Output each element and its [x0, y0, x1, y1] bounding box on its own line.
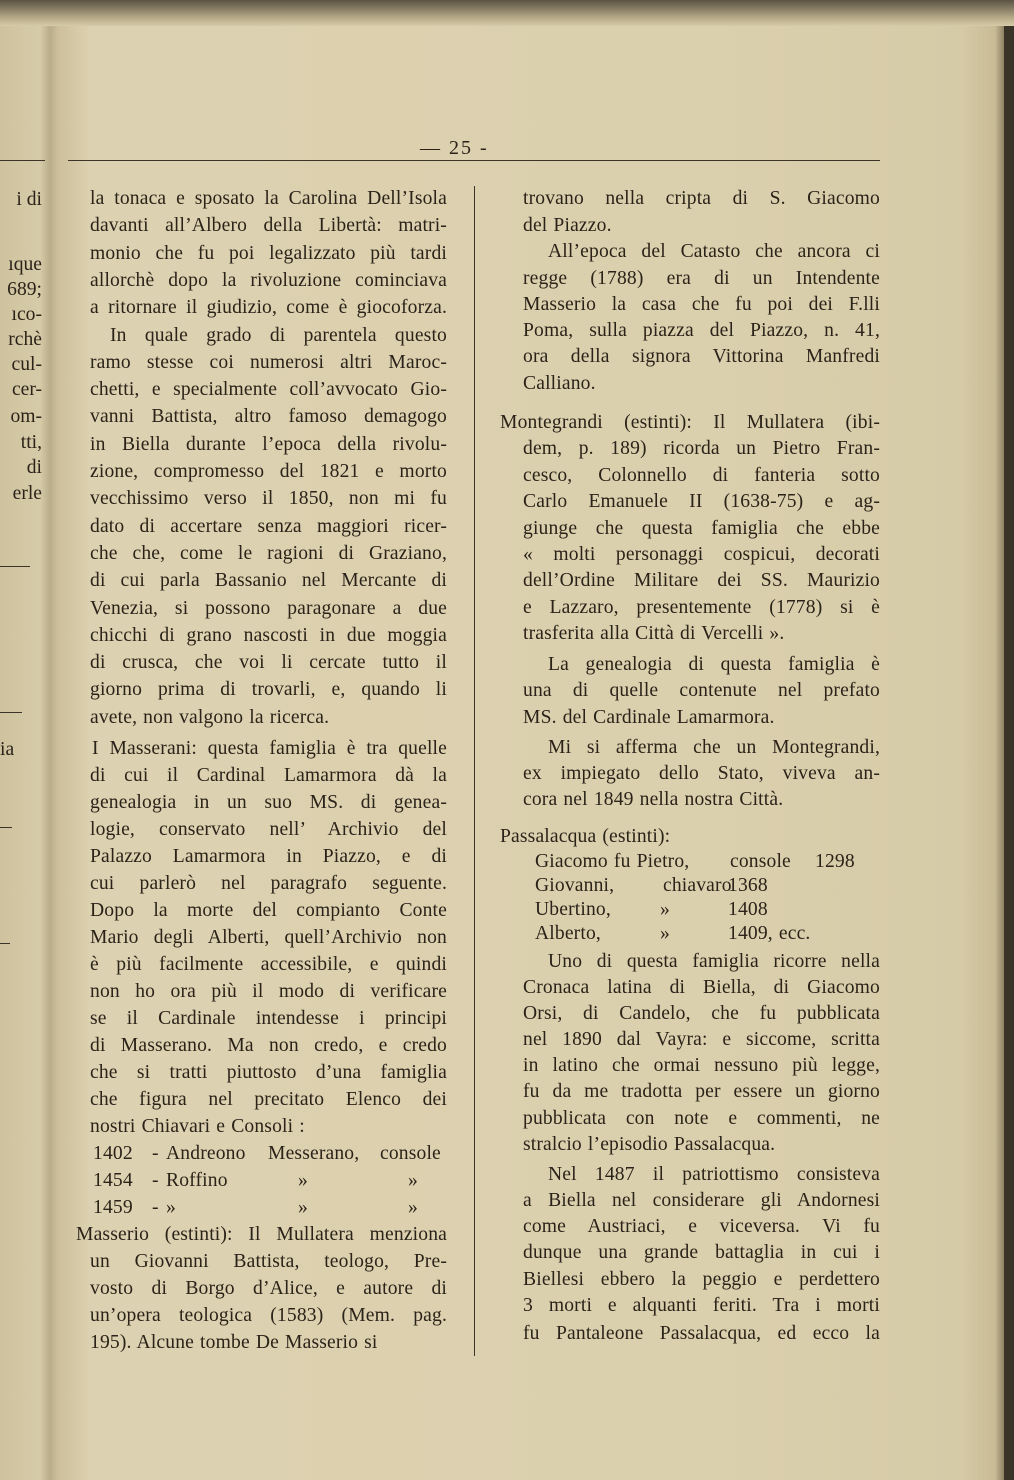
text-line: la tonaca e sposato la Carolina Dell’Isola: [90, 188, 447, 209]
consul-surname: »: [298, 1170, 308, 1191]
member-office: console: [730, 851, 791, 872]
consul-table-row: [0, 1168, 460, 1194]
text-line: che si tratti piuttosto d’una famiglia: [90, 1062, 447, 1083]
text-line: come Austriaci, e viceversa. Vi fu: [523, 1216, 880, 1237]
text-line: monio che fu poi legalizzato più tardi: [90, 242, 447, 264]
text-line: in Biella durante l’epoca della rivolu-: [90, 433, 447, 455]
consul-name: Roffino: [166, 1170, 228, 1191]
left-page-text-fragment: i di: [16, 189, 42, 210]
text-line: di cui parla Bassanio nel Mercante di: [90, 570, 447, 592]
page-top-edge: [0, 0, 1014, 26]
text-line: dunque una grande battaglia in cui i: [523, 1242, 880, 1263]
member-name: Giovanni,: [535, 875, 615, 896]
text-line: ex impiegato dello Stato, viveva an-: [523, 763, 880, 784]
text-line: fu Pantaleone Passalacqua, ed ecco la: [523, 1323, 880, 1344]
text-line: dem, p. 189) ricorda un Pietro Fran-: [523, 438, 880, 459]
left-page-text-fragment: erle: [12, 483, 42, 504]
left-page-text-fragment: tti,: [20, 432, 42, 453]
consul-surname: »: [298, 1197, 308, 1218]
consul-year: 1402: [93, 1143, 133, 1164]
member-year: 1409, ecc.: [728, 923, 811, 944]
text-line: Carlo Emanuele II (1638-75) e ag-: [523, 491, 880, 512]
member-office: »: [660, 899, 670, 920]
text-line: Calliano.: [523, 373, 596, 394]
member-name: Ubertino,: [535, 899, 611, 920]
text-line: non ho ora più il modo di verificare: [90, 981, 447, 1002]
text-line: di Masserano. Ma non credo, e credo: [90, 1035, 447, 1056]
text-line: Venezia, si possono paragonare a due: [90, 597, 447, 619]
passalacqua-table-row: [0, 873, 900, 899]
text-line: ora della signora Vittorina Manfredi: [523, 346, 880, 367]
text-line: All’epoca del Catasto che ancora ci: [548, 241, 880, 262]
text-line: 195). Alcune tombe De Masserio si: [90, 1332, 378, 1353]
left-page-fragment: [0, 0, 42, 1480]
text-line: fu da me tradotta per essere un giorno: [523, 1081, 880, 1102]
member-year: 1298: [815, 851, 855, 872]
member-office: chiavaro: [663, 875, 732, 896]
consul-year: 1454: [93, 1170, 133, 1191]
text-line: Mi si afferma che un Montegrandi,: [548, 737, 880, 758]
left-page-text-fragment: ıque: [8, 254, 42, 275]
text-line: trasferita alla Città di Vercelli ».: [523, 623, 785, 644]
consul-dash: -: [152, 1143, 159, 1164]
text-line: 3 morti e alquanti feriti. Tra i morti: [523, 1295, 880, 1316]
text-line: La genealogia di questa famiglia è: [548, 654, 880, 675]
text-line: In quale grado di parentela questo: [110, 324, 447, 346]
text-line: logie, conservato nell’ Archivio del: [90, 819, 447, 840]
text-line: trovano nella cripta di S. Giacomo: [523, 188, 880, 209]
text-line: nostri Chiavari e Consoli :: [90, 1116, 305, 1137]
passalacqua-table-row: [0, 921, 900, 947]
text-line: genealogia in un suo MS. di genea-: [90, 792, 447, 813]
member-year: 1368: [728, 875, 768, 896]
text-line: chetti, e specialmente coll’avvocato Gio-: [90, 379, 447, 401]
text-line: un Giovanni Battista, teologo, Pre-: [90, 1251, 447, 1272]
consul-surname: Messerano,: [268, 1143, 360, 1164]
member-name: Giacomo fu Pietro,: [535, 851, 690, 872]
left-page-text-fragment: 689;: [7, 279, 42, 300]
text-line: dato di accertare senza maggiori ricer-: [90, 515, 447, 537]
text-line: cora nel 1849 nella nostra Città.: [523, 789, 784, 810]
text-line: allorchè dopo la rivoluzione cominciava: [90, 269, 447, 291]
left-page-text-fragment: ıco-: [11, 304, 42, 325]
text-line: pubblicata con note e commenti, ne: [523, 1108, 880, 1129]
text-line: Poma, sulla piazza del Piazzo, n. 41,: [523, 320, 880, 341]
consul-table-row: [0, 1141, 460, 1167]
heading-line: Masserio (estinti): Il Mullatera menziona: [76, 1224, 447, 1245]
left-page-rule: [0, 566, 30, 567]
consul-office: console: [380, 1143, 441, 1164]
consul-year: 1459: [93, 1197, 133, 1218]
text-line: avete, non valgono la ricerca.: [90, 706, 330, 728]
text-line: giunge che questa famiglia che ebbe: [523, 518, 880, 539]
text-line: Dopo la morte del compianto Conte: [90, 900, 447, 921]
text-line: che che, come le ragioni di Graziano,: [90, 542, 447, 564]
text-line: Masserio la casa che fu poi dei F.lli: [523, 294, 880, 315]
left-page-text-fragment: cul-: [11, 354, 42, 375]
member-name: Alberto,: [535, 923, 601, 944]
passalacqua-table-row: [0, 849, 900, 875]
left-page-text-fragment: di: [26, 457, 42, 478]
text-line: di cui il Cardinal Lamarmora dà la: [90, 765, 447, 786]
consul-dash: -: [152, 1170, 159, 1191]
header-rule: [68, 160, 880, 161]
text-line: che figura nel precitato Elenco dei: [90, 1089, 447, 1110]
text-line: ramo stesse coi numerosi altri Maroc-: [90, 351, 447, 373]
left-page-text-fragment: ia: [0, 739, 15, 760]
consul-office: »: [408, 1170, 418, 1191]
heading-line: Montegrandi (estinti): Il Mullatera (ibi-: [500, 412, 880, 433]
text-line: di crusca, che voi li cercate tutto il: [90, 652, 447, 674]
consul-name: Andreono: [166, 1143, 246, 1164]
text-line: una di quelle contenute nel prefato: [523, 680, 880, 701]
text-line: del Piazzo.: [523, 215, 612, 236]
text-line: nel 1890 dal Vayra: e siccome, scritta: [523, 1029, 880, 1050]
heading-line: I Masserani: questa famiglia è tra quelle: [92, 738, 447, 759]
left-page-rule: [0, 712, 22, 713]
text-line: « molti personaggi cospicui, decorati: [523, 544, 880, 565]
text-line: in latino che ormai nessuno più legge,: [523, 1055, 880, 1076]
consul-table-row: [0, 1195, 460, 1221]
consul-name: »: [166, 1197, 176, 1218]
text-line: a Biella nel considerare gli Andornesi: [523, 1190, 880, 1211]
member-office: »: [660, 923, 670, 944]
consul-office: »: [408, 1197, 418, 1218]
text-line: chicchi di grano nascosti in due moggia: [90, 624, 447, 646]
text-line: Cronaca latina di Biella, di Giacomo: [523, 977, 880, 998]
left-page-rule: [0, 827, 12, 828]
text-line: se il Cardinale intendesse i principi: [90, 1008, 447, 1029]
text-line: zione, compromesso del 1821 e morto: [90, 461, 447, 482]
text-line: giorno prima di trovarli, e, quando li: [90, 679, 447, 701]
passalacqua-table-row: [0, 897, 900, 923]
text-line: cesco, Colonnello di fanteria sotto: [523, 465, 880, 486]
heading-line: Passalacqua (estinti):: [500, 826, 671, 847]
text-line: davanti all’Albero della Libertà: matri-: [90, 215, 447, 237]
text-line: stralcio l’episodio Passalacqua.: [523, 1134, 776, 1155]
text-line: cui parlerò nel paragrafo seguente.: [90, 873, 447, 894]
text-line: un’opera teologica (1583) (Mem. pag.: [90, 1305, 447, 1326]
consul-dash: -: [152, 1197, 159, 1218]
text-line: MS. del Cardinale Lamarmora.: [523, 707, 775, 728]
text-line: vanni Battista, altro famoso demagogo: [90, 406, 447, 428]
text-line: Orsi, di Candelo, che fu pubblicata: [523, 1003, 880, 1024]
text-line: Biellesi ebbero la peggio e perdettero: [523, 1269, 880, 1290]
left-page-text-fragment: cer-: [11, 379, 42, 400]
text-line: regge (1788) era di un Intendente: [523, 268, 880, 289]
text-line: vosto di Borgo d’Alice, e autore di: [90, 1278, 447, 1299]
text-line: Nel 1487 il patriottismo consisteva: [548, 1164, 880, 1185]
text-line: è più facilmente accessibile, e quindi: [90, 954, 447, 975]
left-page-text-fragment: om-: [10, 406, 42, 427]
left-page-text-fragment: rchè: [8, 329, 42, 350]
left-page-header-rule: [0, 160, 45, 161]
text-line: a ritornare il giudizio, come è giocoforza.: [90, 297, 447, 319]
text-line: Palazzo Lamarmora in Piazzo, e di: [90, 846, 447, 867]
text-line: vecchissimo verso il 1850, non mi fu: [90, 488, 447, 510]
text-line: e Lazzaro, presentemente (1778) si è: [523, 597, 880, 618]
text-line: dell’Ordine Militare dei SS. Maurizio: [523, 570, 880, 591]
text-line: Mario degli Alberti, quell’Archivio non: [90, 927, 447, 948]
text-line: Uno di questa famiglia ricorre nella: [548, 951, 880, 972]
member-year: 1408: [728, 899, 768, 920]
column-divider: [474, 186, 475, 1356]
page-number: — 25 -: [420, 137, 489, 159]
